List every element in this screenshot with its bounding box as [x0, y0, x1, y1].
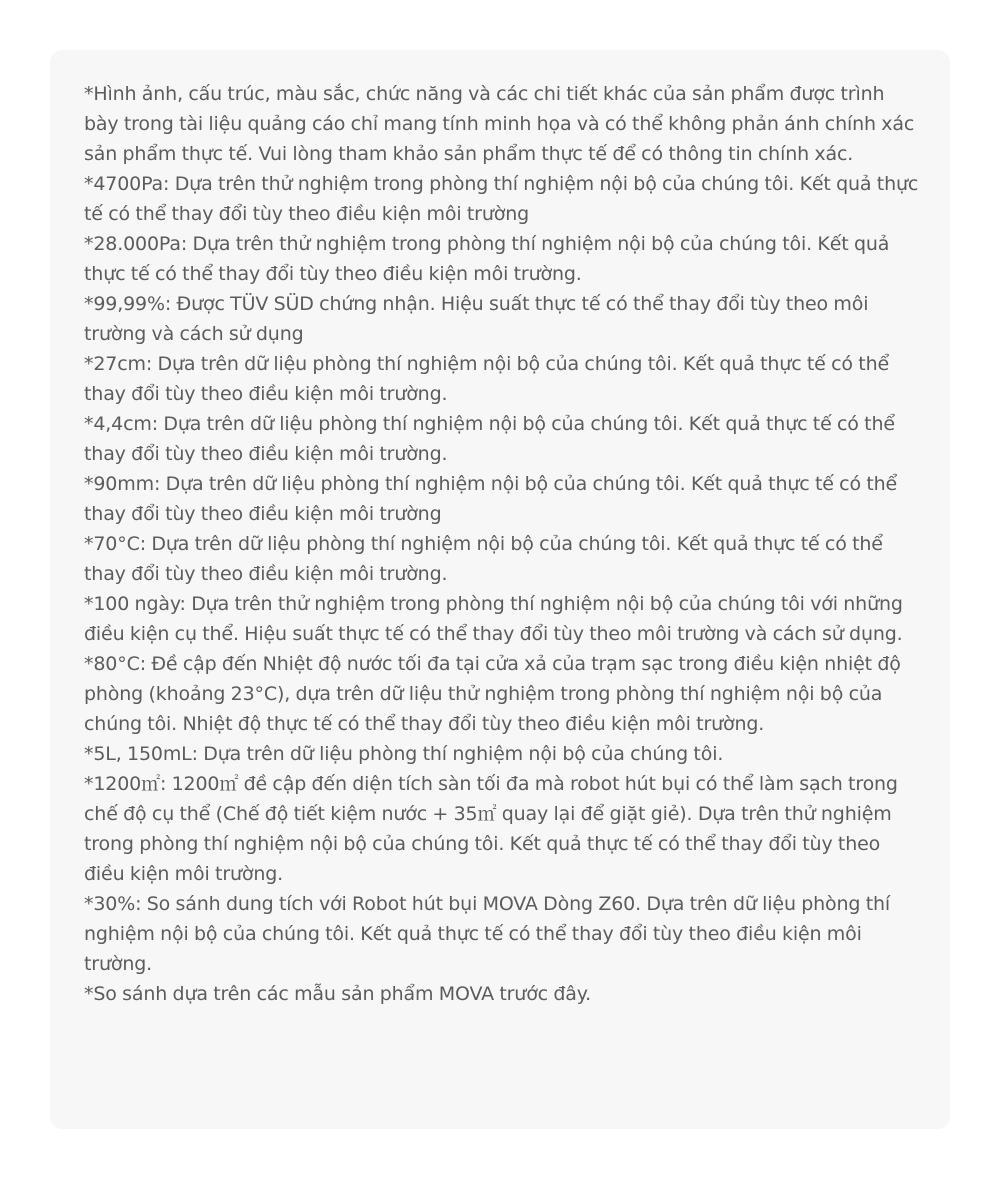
footnote-5l-150ml: *5L, 150mL: Dựa trên dữ liệu phòng thí nghiệm nội bộ của chúng tôi.	[84, 743, 724, 765]
footnote-90mm: *90mm: Dựa trên dữ liệu phòng thí nghiệm nội bộ của chúng tôi. Kết quả thực tế có thể thay đổi tùy theo điều kiện môi trường	[84, 473, 898, 525]
disclaimer-card	[50, 50, 950, 1129]
footnote-list	[84, 79, 924, 1009]
footnote-100-days: *100 ngày: Dựa trên thử nghiệm trong phòng thí nghiệm nội bộ của chúng tôi với những điều kiện cụ thể. Hiệu suất thực tế có thể thay đổi tùy theo môi trường và cách sử dụng.	[84, 593, 903, 645]
footnote-80c: *80°C: Đề cập đến Nhiệt độ nước tối đa tại cửa xả của trạm sạc trong điều kiện nhiệt độ phòng (khoảng 23°C), dựa trên dữ liệu thử nghiệm trong phòng thí nghiệm nội bộ của chúng tôi. Nhiệt độ thực tế có thể thay đổi tùy theo điều kiện môi trường.	[84, 653, 901, 735]
footnote-27cm: *27cm: Dựa trên dữ liệu phòng thí nghiệm nội bộ của chúng tôi. Kết quả thực tế có thể thay đổi tùy theo điều kiện môi trường.	[84, 353, 890, 405]
footnote-general-disclaimer: *Hình ảnh, cấu trúc, màu sắc, chức năng và các chi tiết khác của sản phẩm được trình bày trong tài liệu quảng cáo chỉ mang tính minh họa và có thể không phản ánh chính xác sản phẩm thực tế. Vui lòng tham khảo sản phẩm thực tế để có thông tin chính xác.	[84, 83, 915, 165]
footnote-28000pa: *28.000Pa: Dựa trên thử nghiệm trong phòng thí nghiệm nội bộ của chúng tôi. Kết quả thực tế có thể thay đổi tùy theo điều kiện môi trường.	[84, 233, 890, 285]
footnote-4-4cm: *4,4cm: Dựa trên dữ liệu phòng thí nghiệm nội bộ của chúng tôi. Kết quả thực tế có thể thay đổi tùy theo điều kiện môi trường.	[84, 413, 895, 465]
footnote-70c: *70°C: Dựa trên dữ liệu phòng thí nghiệm nội bộ của chúng tôi. Kết quả thực tế có thể thay đổi tùy theo điều kiện môi trường.	[84, 533, 883, 585]
footnote-4700pa: *4700Pa: Dựa trên thử nghiệm trong phòng thí nghiệm nội bộ của chúng tôi. Kết quả thực tế có thể thay đổi tùy theo điều kiện môi trường	[84, 173, 919, 225]
footnote-1200m2: *1200㎡: 1200㎡ đề cập đến diện tích sàn tối đa mà robot hút bụi có thể làm sạch trong chế độ cụ thể (Chế độ tiết kiệm nước + 35㎡ quay lại để giặt giẻ). Dựa trên thử nghiệm trong phòng thí nghiệm nội bộ của chúng tôi. Kết quả thực tế có thể thay đổi tùy theo điều kiện môi trường.	[84, 773, 898, 885]
footnote-99-99-percent: *99,99%: Được TÜV SÜD chứng nhận. Hiệu suất thực tế có thể thay đổi tùy theo môi trường và cách sử dụng	[84, 293, 869, 345]
footnote-comparison: *So sánh dựa trên các mẫu sản phẩm MOVA trước đây.	[84, 983, 592, 1005]
footnote-30-percent: *30%: So sánh dung tích với Robot hút bụi MOVA Dòng Z60. Dựa trên dữ liệu phòng thí nghiệm nội bộ của chúng tôi. Kết quả thực tế có thể thay đổi tùy theo điều kiện môi trường.	[84, 893, 891, 975]
